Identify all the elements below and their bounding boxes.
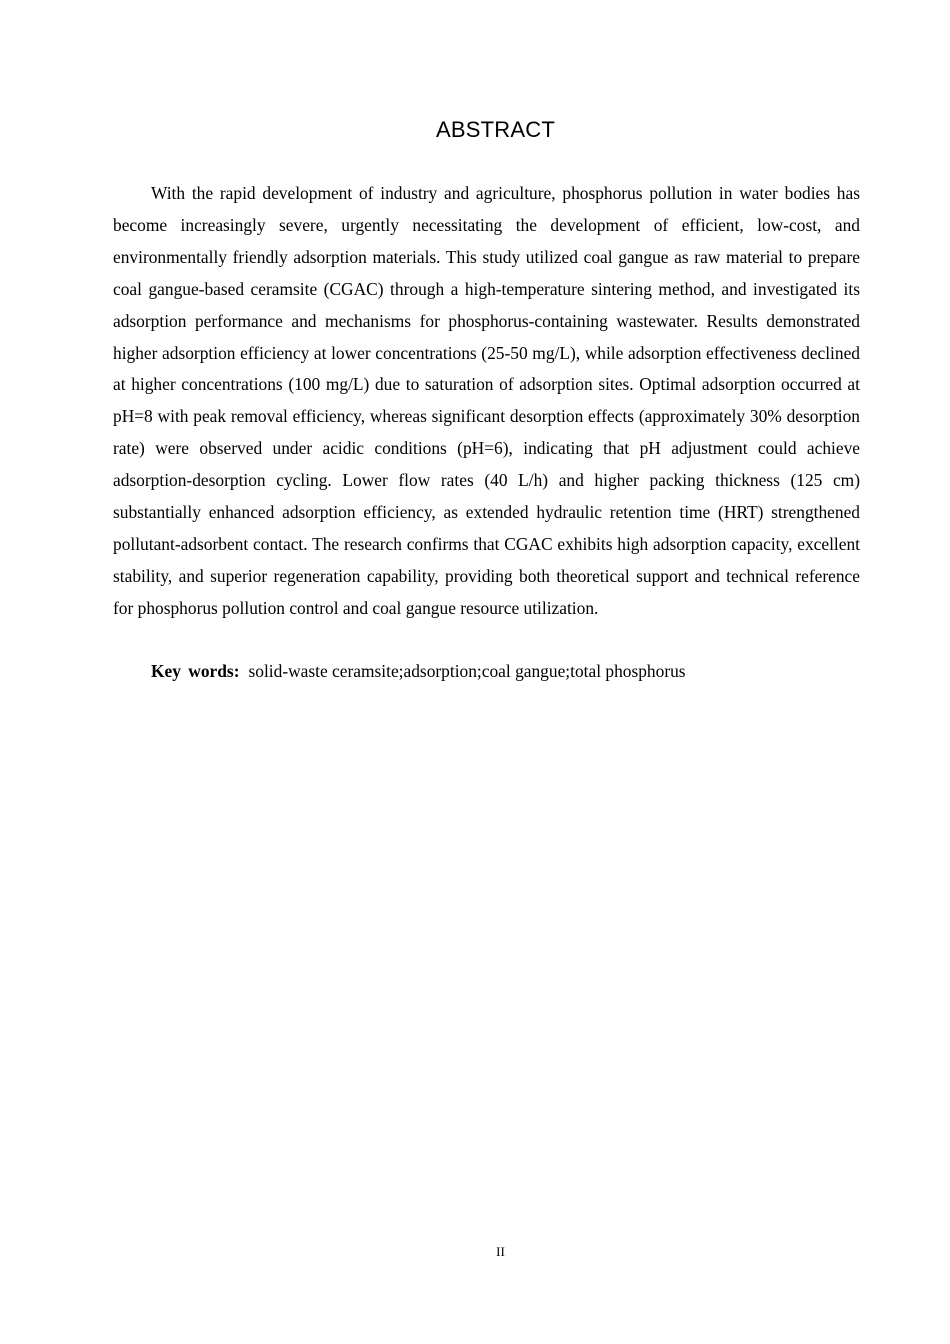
keywords-list: solid-waste ceramsite;adsorption;coal gangue;total phosphorus (248, 661, 686, 681)
keywords-line (151, 656, 860, 688)
keywords-label: Key words: (151, 661, 240, 681)
page-number: II (496, 1244, 505, 1259)
abstract-paragraph: With the rapid development of industry and agriculture, phosphorus pollution in water bodies has become increasingly severe, urgently necessitating the development of efficient, low-cost, and environmentally friendly adsorption materials. This study utilized coal gangue as raw material to prepare coal gangue-based ceramsite (CGAC) through a high-temperature sintering method, and investigated its adsorption performance and mechanisms for phosphorus-containing wastewater. Results demonstrated higher adsorption efficiency at lower concentrations (25-50 mg/L), while adsorption effectiveness declined at higher concentrations (100 mg/L) due to saturation of adsorption sites. Optimal adsorption occurred at pH=8 with peak removal efficiency, whereas significant desorption effects (approximately 30% desorption rate) were observed under acidic conditions (pH=6), indicating that pH adjustment could achieve adsorption-desorption cycling. Lower flow rates (40 L/h) and higher packing thickness (125 cm) substantially enhanced adsorption efficiency, as extended hydraulic retention time (HRT) strengthened pollutant-adsorbent contact. The research confirms that CGAC exhibits high adsorption capacity, excellent stability, and superior regeneration capability, providing both theoretical support and technical reference for phosphorus pollution control and coal gangue resource utilization. (113, 183, 860, 618)
abstract-title: ABSTRACT (436, 117, 555, 142)
